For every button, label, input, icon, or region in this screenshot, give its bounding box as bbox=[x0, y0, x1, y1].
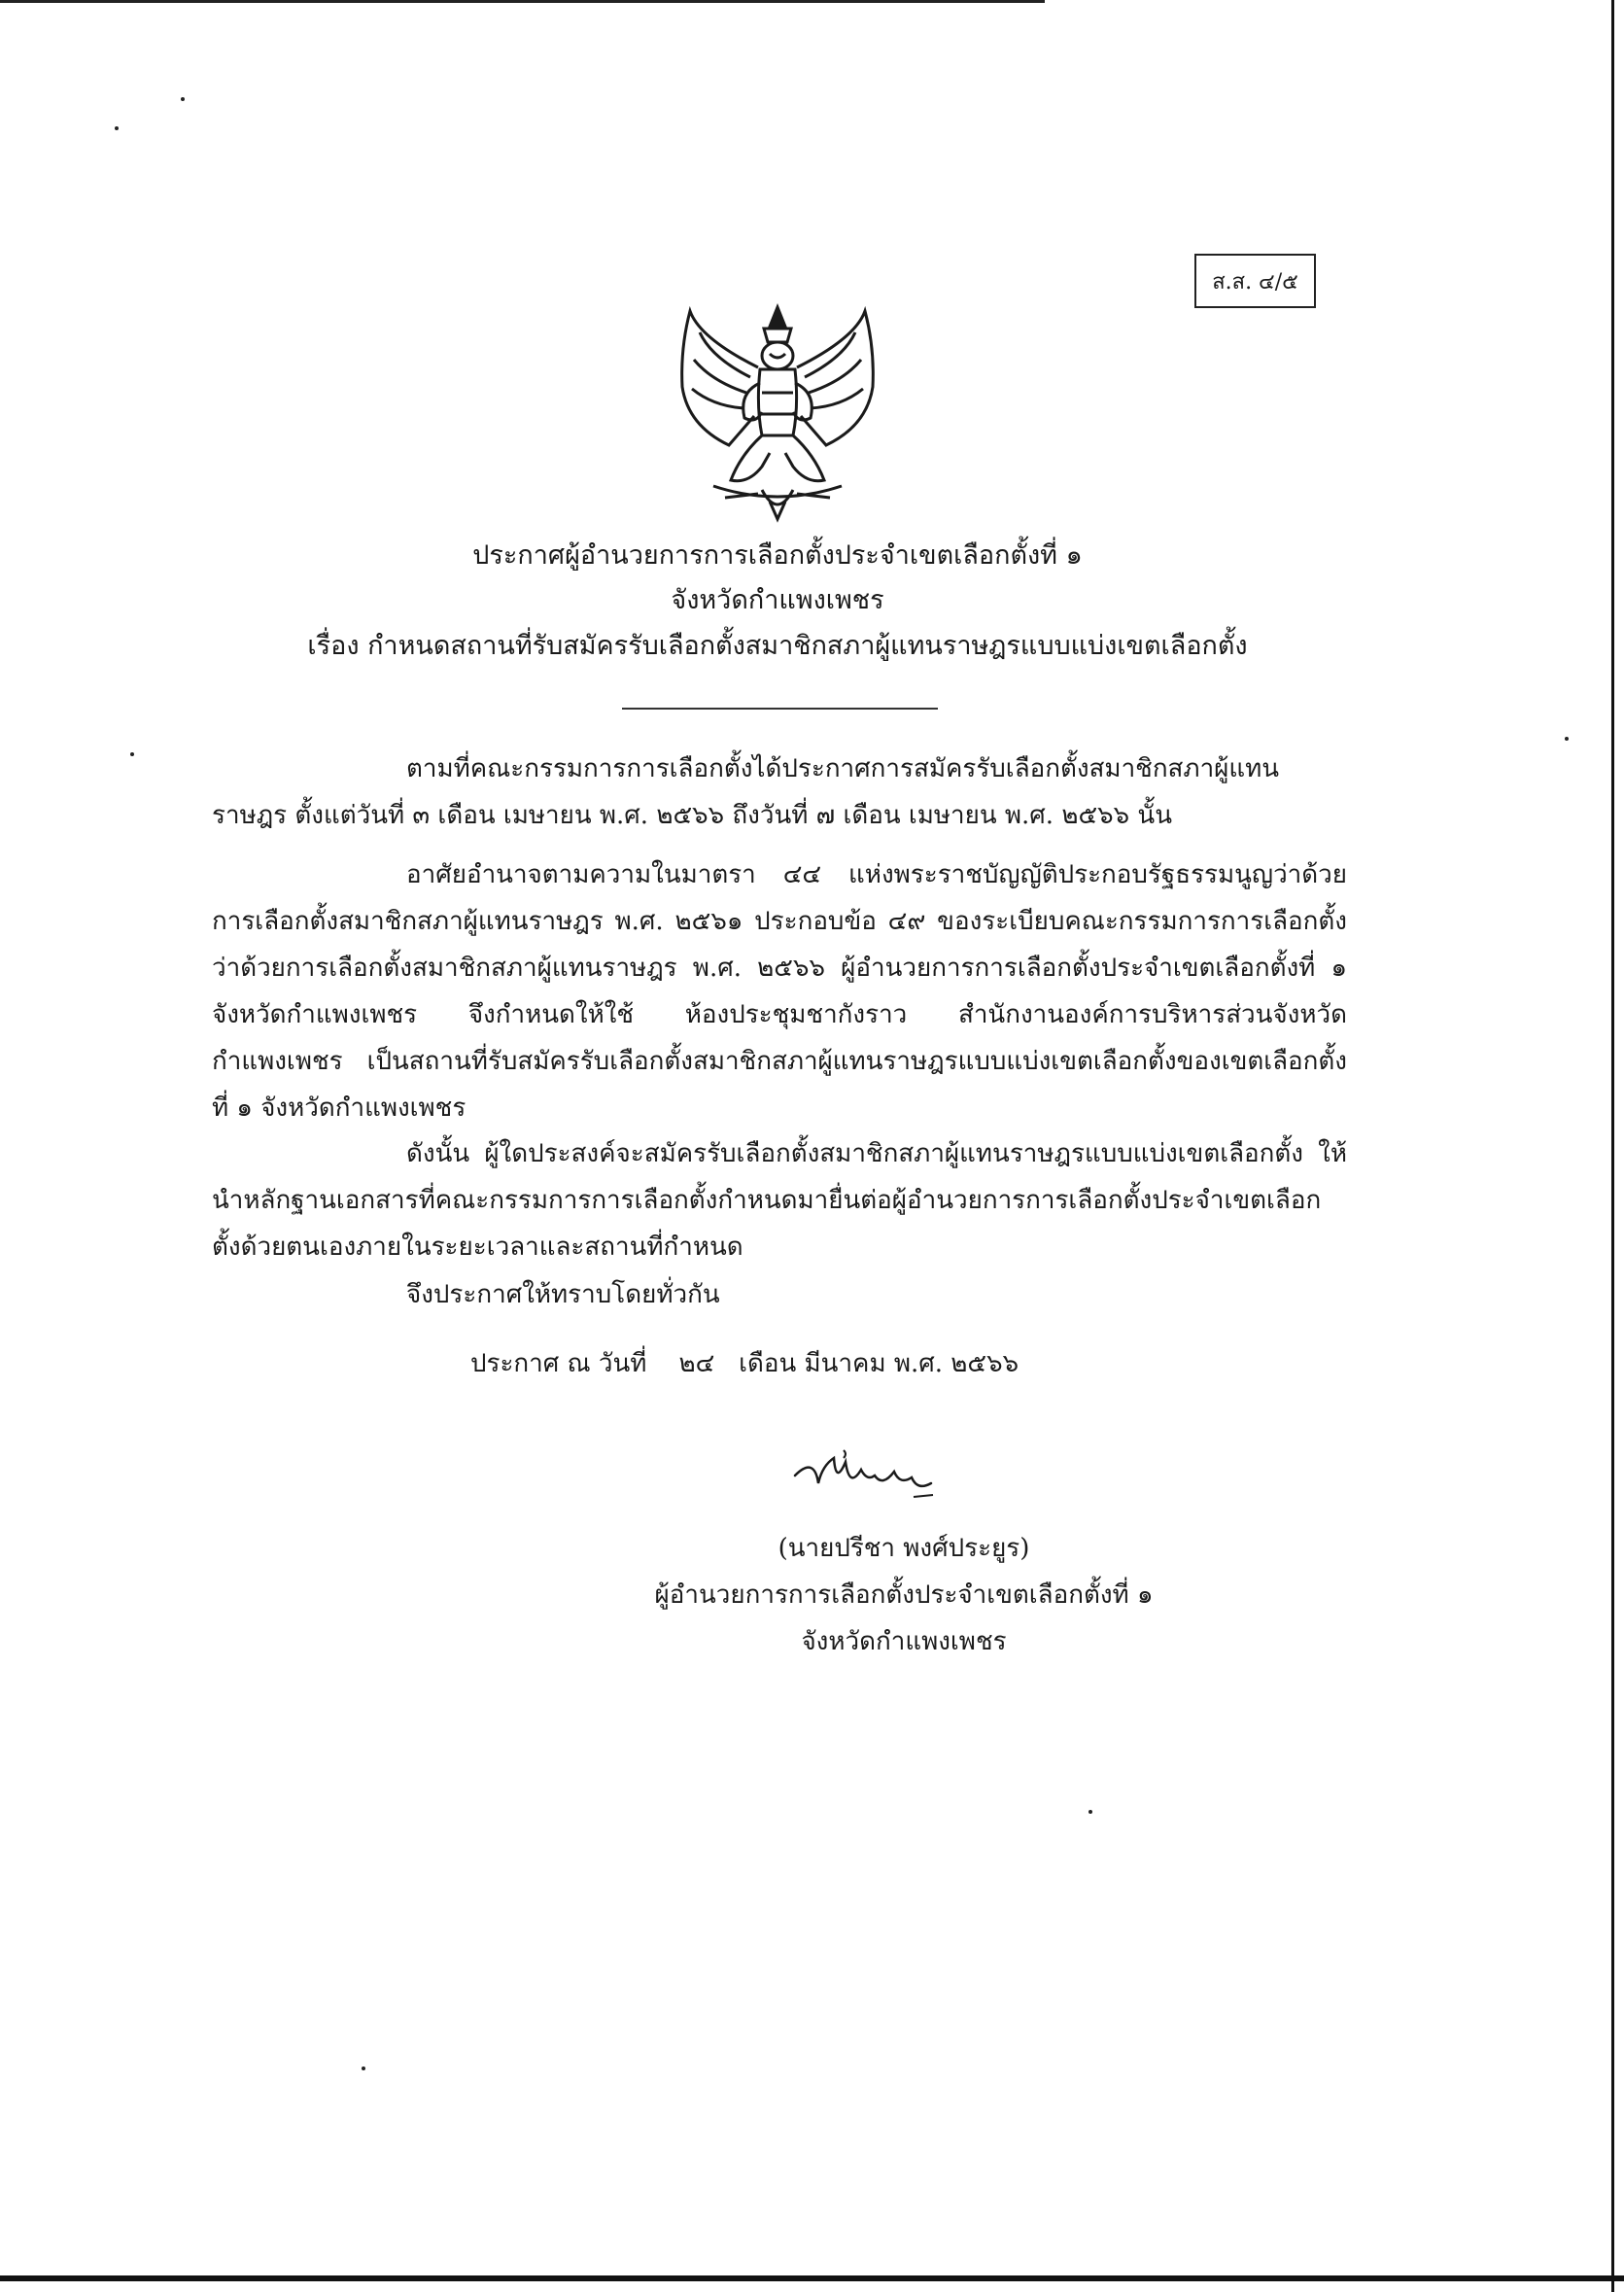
form-code-box: ส.ส. ๔/๕ bbox=[1194, 254, 1316, 308]
handwritten-signature bbox=[785, 1437, 960, 1514]
signatory-position: ผู้อำนวยการการเลือกตั้งประจำเขตเลือกตั้งที่ ๑ bbox=[654, 1580, 1154, 1610]
closing-statement: จึงประกาศให้ทราบโดยทั่วกัน bbox=[406, 1280, 720, 1309]
title-divider bbox=[622, 708, 938, 710]
body-paragraph-1: ตามที่คณะกรรมการการเลือกตั้งได้ประกาศการสมัครรับเลือกตั้งสมาชิกสภาผู้แทนราษฎร ตั้งแต่วันที่ ๓ เดือน เมษายน พ.ศ. ๒๕๖๖ ถึงวันที่ ๗ เดือน เมษายน พ.ศ. ๒๕๖๖ นั้น bbox=[212, 754, 1280, 830]
scan-edge-bottom bbox=[0, 2275, 1624, 2281]
scan-speck bbox=[1565, 737, 1569, 741]
scan-speck bbox=[130, 752, 134, 756]
scan-speck bbox=[181, 97, 185, 101]
scan-speck bbox=[115, 126, 119, 130]
scan-edge-right bbox=[1611, 0, 1614, 2292]
announcement-province: จังหวัดกำแพงเพชร bbox=[671, 585, 884, 615]
body-paragraph-3: ดังนั้น ผู้ใดประสงค์จะสมัครรับเลือกตั้งสมาชิกสภาผู้แทนราษฎรแบบแบ่งเขตเลือกตั้ง ให้นำหลักฐานเอกสารที่คณะกรรมการการเลือกตั้งกำหนดมายื่นต่อผู้อำนวยการการเลือกตั้งประจำเขตเลือกตั้งด้วยตนเองภายในระยะเวลาและสถานที่กำหนด bbox=[212, 1139, 1347, 1262]
body-paragraph-2: อาศัยอำนาจตามความในมาตรา ๔๔ แห่งพระราชบัญญัติประกอบรัฐธรรมนูญว่าด้วยการเลือกตั้งสมาชิกสภาผู้แทนราษฎร พ.ศ. ๒๕๖๑ ประกอบข้อ ๔๙ ของระเบียบคณะกรรมการการเลือกตั้งว่าด้วยการเลือกตั้งสมาชิกสภาผู้แทนราษฎร พ.ศ. ๒๕๖๖ ผู้อำนวยการการเลือกตั้งประจำเขตเลือกตั้งที่ ๑ จังหวัดกำแพงเพชร จึงกำหนดให้ใช้ ห้องประชุมชากังราว สำนักงานองค์การบริหารส่วนจังหวัดกำแพงเพชร เป็นสถานที่รับสมัครรับเลือกตั้งสมาชิกสภาผู้แทนราษฎรแบบแบ่งเขตเลือกตั้งของเขตเลือกตั้งที่ ๑ จังหวัดกำแพงเพชร bbox=[212, 860, 1347, 1123]
garuda-emblem-icon bbox=[661, 299, 894, 523]
signatory-province: จังหวัดกำแพงเพชร bbox=[801, 1627, 1007, 1656]
scan-edge-top bbox=[0, 0, 1045, 3]
scan-speck bbox=[362, 2066, 365, 2070]
announcement-date: ประกาศ ณ วันที่ ๒๔ เดือน มีนาคม พ.ศ. ๒๕๖๖ bbox=[470, 1349, 1019, 1378]
signatory-name: (นายปรีชา พงศ์ประยูร) bbox=[777, 1534, 1030, 1563]
announcement-subject: เรื่อง กำหนดสถานที่รับสมัครรับเลือกตั้งสมาชิกสภาผู้แทนราษฎรแบบแบ่งเขตเลือกตั้ง bbox=[307, 631, 1248, 661]
scan-speck bbox=[1088, 1810, 1092, 1814]
announcement-title: ประกาศผู้อำนวยการการเลือกตั้งประจำเขตเลือกตั้งที่ ๑ bbox=[472, 540, 1083, 571]
